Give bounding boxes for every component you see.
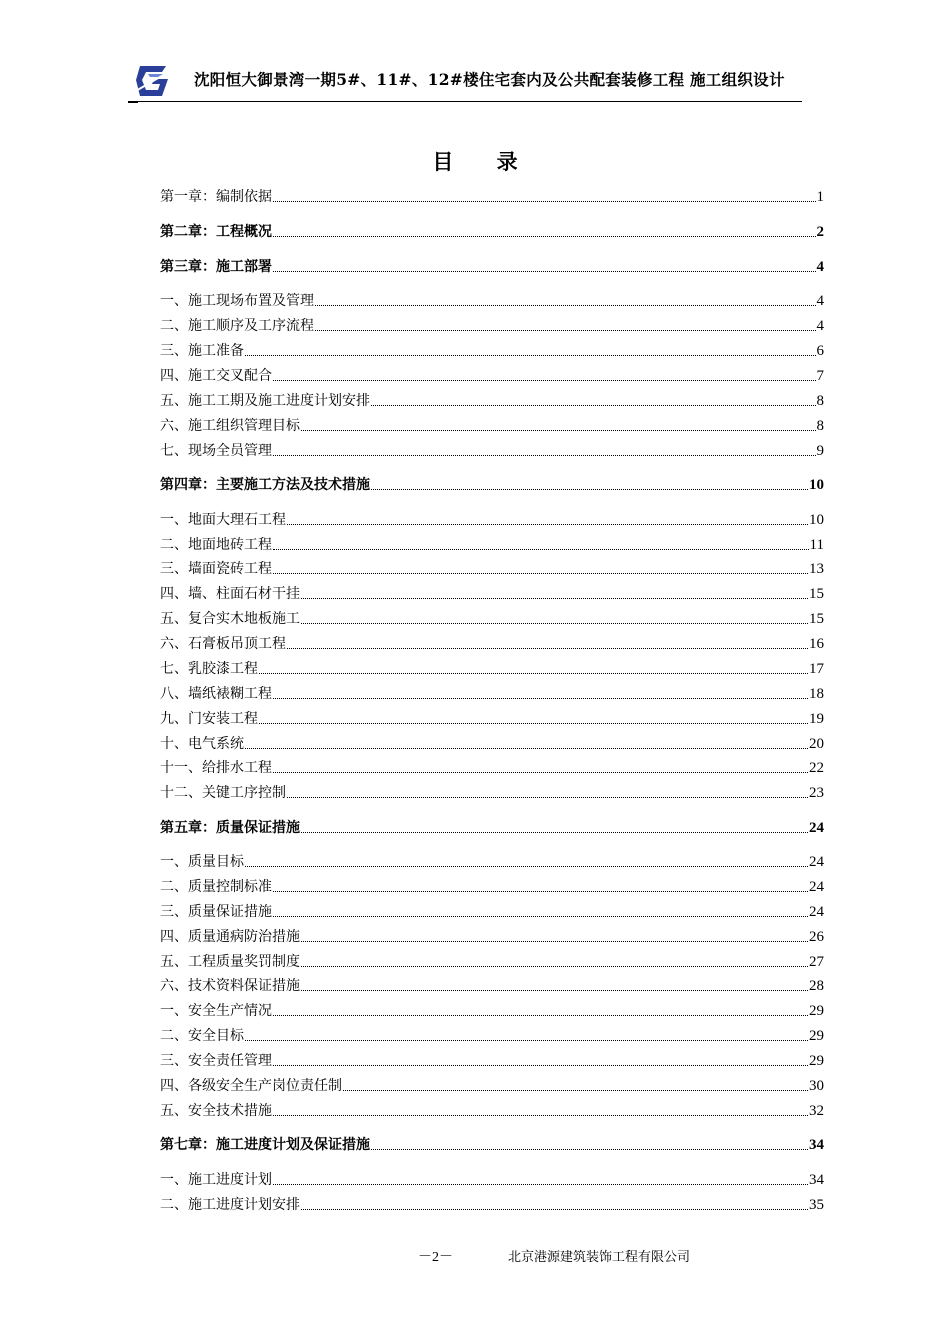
toc-leader-dots <box>273 916 808 917</box>
toc-leader-dots <box>273 573 808 574</box>
toc-entry-page: 18 <box>809 686 824 702</box>
header-title: 沈阳恒大御景湾一期5#、11#、12#楼住宅套内及公共配套装修工程 施工组织设计 <box>194 70 785 89</box>
toc-section-entry[interactable] <box>160 415 824 435</box>
toc-entry-page: 15 <box>809 611 824 627</box>
toc-section-entry[interactable] <box>160 1025 824 1045</box>
toc-entry-label: 三、墙面瓷砖工程 <box>160 561 272 577</box>
toc-chapter-entry[interactable] <box>160 256 824 276</box>
toc-section-entry[interactable] <box>160 851 824 871</box>
toc-entry-page: 13 <box>809 561 824 577</box>
toc-entry-label: 第三章：施工部署 <box>160 259 272 275</box>
toc-leader-dots <box>301 623 808 624</box>
toc-leader-dots <box>273 1015 808 1016</box>
toc-entry-label: 五、复合实木地板施工 <box>160 611 300 627</box>
toc-entry-page: 8 <box>816 418 824 434</box>
toc-entry-label: 六、石膏板吊顶工程 <box>160 636 286 652</box>
toc-entry-page: 10 <box>809 512 824 528</box>
toc-chapter-entry[interactable] <box>160 221 824 241</box>
toc-entry-page: 7 <box>816 368 824 384</box>
toc-entry-page: 35 <box>809 1197 824 1213</box>
toc-section-entry[interactable] <box>160 315 824 335</box>
toc-section-entry[interactable] <box>160 757 824 777</box>
toc-section-entry[interactable] <box>160 733 824 753</box>
toc-leader-dots <box>301 966 808 967</box>
toc-entry-page: 27 <box>809 954 824 970</box>
toc-entry-label: 三、安全责任管理 <box>160 1053 272 1069</box>
toc-entry-label: 四、施工交叉配合 <box>160 368 272 384</box>
toc-leader-dots <box>371 1149 808 1150</box>
toc-leader-dots <box>301 598 808 599</box>
toc-entry-page: 4 <box>816 259 824 275</box>
toc-section-entry[interactable] <box>160 1194 824 1214</box>
toc-leader-dots <box>245 1040 808 1041</box>
toc-leader-dots <box>301 832 808 833</box>
toc-entry-page: 24 <box>809 820 824 836</box>
toc-leader-dots <box>273 891 808 892</box>
toc-entry-label: 九、门安装工程 <box>160 711 258 727</box>
toc-entry-page: 4 <box>816 293 824 309</box>
toc-entry-label: 四、墙、柱面石材干挂 <box>160 586 300 602</box>
toc-section-entry[interactable] <box>160 509 824 529</box>
toc-entry-page: 24 <box>809 854 824 870</box>
page-footer <box>0 1246 950 1266</box>
toc-entry-page: 20 <box>809 736 824 752</box>
toc-section-entry[interactable] <box>160 633 824 653</box>
toc-entry-label: 第四章：主要施工方法及技术措施 <box>160 477 370 493</box>
toc-leader-dots <box>343 1090 808 1091</box>
footer-company: 北京港源建筑装饰工程有限公司 <box>508 1250 691 1265</box>
toc-entry-page: 19 <box>809 711 824 727</box>
toc-section-entry[interactable] <box>160 782 824 802</box>
toc-leader-dots <box>273 236 816 237</box>
toc-leader-dots <box>273 549 809 550</box>
toc-entry-label: 第七章：施工进度计划及保证措施 <box>160 1137 370 1153</box>
toc-entry-page: 16 <box>809 636 824 652</box>
toc-entry-page: 30 <box>809 1078 824 1094</box>
toc-entry-page: 29 <box>809 1053 824 1069</box>
toc-entry-page: 24 <box>809 879 824 895</box>
toc-leader-dots <box>287 648 808 649</box>
toc-section-entry[interactable] <box>160 1100 824 1120</box>
toc-entry-page: 10 <box>809 477 824 493</box>
toc-entry-label: 六、技术资料保证措施 <box>160 978 300 994</box>
toc-entry-label: 一、安全生产情况 <box>160 1003 272 1019</box>
toc-leader-dots <box>301 430 816 431</box>
toc-entry-label: 十一、给排水工程 <box>160 760 272 776</box>
toc-leader-dots <box>259 673 808 674</box>
toc-entry-label: 三、施工准备 <box>160 343 244 359</box>
toc-leader-dots <box>273 380 816 381</box>
toc-entry-label: 一、质量目标 <box>160 854 244 870</box>
toc-entry-page: 2 <box>816 224 824 240</box>
toc-entry-label: 第五章：质量保证措施 <box>160 820 300 836</box>
toc-entry-page: 32 <box>809 1103 824 1119</box>
toc-leader-dots <box>273 201 816 202</box>
toc-entry-page: 11 <box>809 537 824 553</box>
toc-entry-label: 二、施工进度计划安排 <box>160 1197 300 1213</box>
toc-leader-dots <box>301 990 808 991</box>
toc-entry-page: 24 <box>809 904 824 920</box>
toc-leader-dots <box>259 723 808 724</box>
toc-entry-page: 4 <box>816 318 824 334</box>
toc-leader-dots <box>245 355 816 356</box>
toc-leader-dots <box>245 748 808 749</box>
toc-entry-label: 一、地面大理石工程 <box>160 512 286 528</box>
toc-chapter-entry[interactable] <box>160 474 824 494</box>
toc-entry-page: 29 <box>809 1028 824 1044</box>
toc-entry-label: 三、质量保证措施 <box>160 904 272 920</box>
toc-entry-label: 四、各级安全生产岗位责任制 <box>160 1078 342 1094</box>
toc-leader-dots <box>287 797 808 798</box>
toc-entry-page: 34 <box>809 1172 824 1188</box>
toc-entry-label: 五、施工工期及施工进度计划安排 <box>160 393 370 409</box>
toc-leader-dots <box>273 1115 808 1116</box>
toc-section-entry[interactable] <box>160 608 824 628</box>
toc-section-entry[interactable] <box>160 440 824 460</box>
toc-leader-dots <box>371 489 808 490</box>
toc-entry-label: 一、施工进度计划 <box>160 1172 272 1188</box>
toc-entry-label: 五、安全技术措施 <box>160 1103 272 1119</box>
toc-section-entry[interactable] <box>160 365 824 385</box>
toc-section-entry[interactable] <box>160 583 824 603</box>
toc-leader-dots <box>273 271 816 272</box>
toc-section-entry[interactable] <box>160 975 824 995</box>
toc-entry-label: 一、施工现场布置及管理 <box>160 293 314 309</box>
toc-entry-page: 23 <box>809 785 824 801</box>
toc-entry-page: 15 <box>809 586 824 602</box>
toc-entry-page: 29 <box>809 1003 824 1019</box>
toc-leader-dots <box>315 330 816 331</box>
toc-entry-label: 六、施工组织管理目标 <box>160 418 300 434</box>
page-number: －2－ <box>418 1250 453 1265</box>
toc-section-entry[interactable] <box>160 390 824 410</box>
page-header <box>128 58 804 104</box>
toc-entry-label: 二、安全目标 <box>160 1028 244 1044</box>
toc-leader-dots <box>273 698 808 699</box>
toc-section-entry[interactable] <box>160 1075 824 1095</box>
toc-leader-dots <box>287 524 808 525</box>
toc-entry-label: 十二、关键工序控制 <box>160 785 286 801</box>
toc-section-entry[interactable] <box>160 683 824 703</box>
toc-leader-dots <box>301 1209 808 1210</box>
toc-leader-dots <box>301 941 808 942</box>
toc-entry-label: 四、质量通病防治措施 <box>160 929 300 945</box>
toc-entry-label: 十、电气系统 <box>160 736 244 752</box>
toc-section-entry[interactable] <box>160 901 824 921</box>
toc-entry-label: 七、现场全员管理 <box>160 443 272 459</box>
toc-leader-dots <box>315 305 816 306</box>
toc-entry-label: 第二章：工程概况 <box>160 224 272 240</box>
toc-section-entry[interactable] <box>160 708 824 728</box>
toc-section-entry[interactable] <box>160 876 824 896</box>
toc-entry-label: 二、质量控制标准 <box>160 879 272 895</box>
toc-entry-page: 34 <box>809 1137 824 1153</box>
toc-entry-page: 28 <box>809 978 824 994</box>
toc-leader-dots <box>245 866 808 867</box>
toc-entry-page: 22 <box>809 760 824 776</box>
toc-entry-page: 9 <box>816 443 824 459</box>
company-logo-icon <box>134 62 174 100</box>
toc-entry-page: 8 <box>816 393 824 409</box>
toc-section-entry[interactable] <box>160 1050 824 1070</box>
toc-section-entry[interactable] <box>160 290 824 310</box>
header-rule <box>128 101 802 102</box>
toc-section-entry[interactable] <box>160 558 824 578</box>
toc-section-entry[interactable] <box>160 534 824 554</box>
toc-chapter-entry[interactable] <box>160 817 824 837</box>
toc-section-entry[interactable] <box>160 951 824 971</box>
toc-section-entry[interactable] <box>160 1169 824 1189</box>
toc-entry-page: 26 <box>809 929 824 945</box>
toc-entry-page: 6 <box>816 343 824 359</box>
toc-leader-dots <box>273 772 808 773</box>
toc-entry-label: 七、乳胶漆工程 <box>160 661 258 677</box>
toc-entry-label: 二、地面地砖工程 <box>160 537 272 553</box>
toc-entry-label: 八、墙纸裱糊工程 <box>160 686 272 702</box>
toc-leader-dots <box>273 1065 808 1066</box>
toc-leader-dots <box>371 405 816 406</box>
toc-title: 目 录 <box>432 150 536 174</box>
toc-entry-label: 第一章：编制依据 <box>160 189 272 205</box>
toc-entry-page: 1 <box>816 189 824 205</box>
toc-section-entry[interactable] <box>160 186 824 206</box>
toc-chapter-entry[interactable] <box>160 1134 824 1154</box>
toc-section-entry[interactable] <box>160 926 824 946</box>
toc-section-entry[interactable] <box>160 340 824 360</box>
toc-section-entry[interactable] <box>160 1000 824 1020</box>
toc-entry-page: 17 <box>809 661 824 677</box>
toc-leader-dots <box>273 1184 808 1185</box>
toc-section-entry[interactable] <box>160 658 824 678</box>
toc-entry-label: 五、工程质量奖罚制度 <box>160 954 300 970</box>
toc-entry-label: 二、施工顺序及工序流程 <box>160 318 314 334</box>
toc-leader-dots <box>273 455 816 456</box>
